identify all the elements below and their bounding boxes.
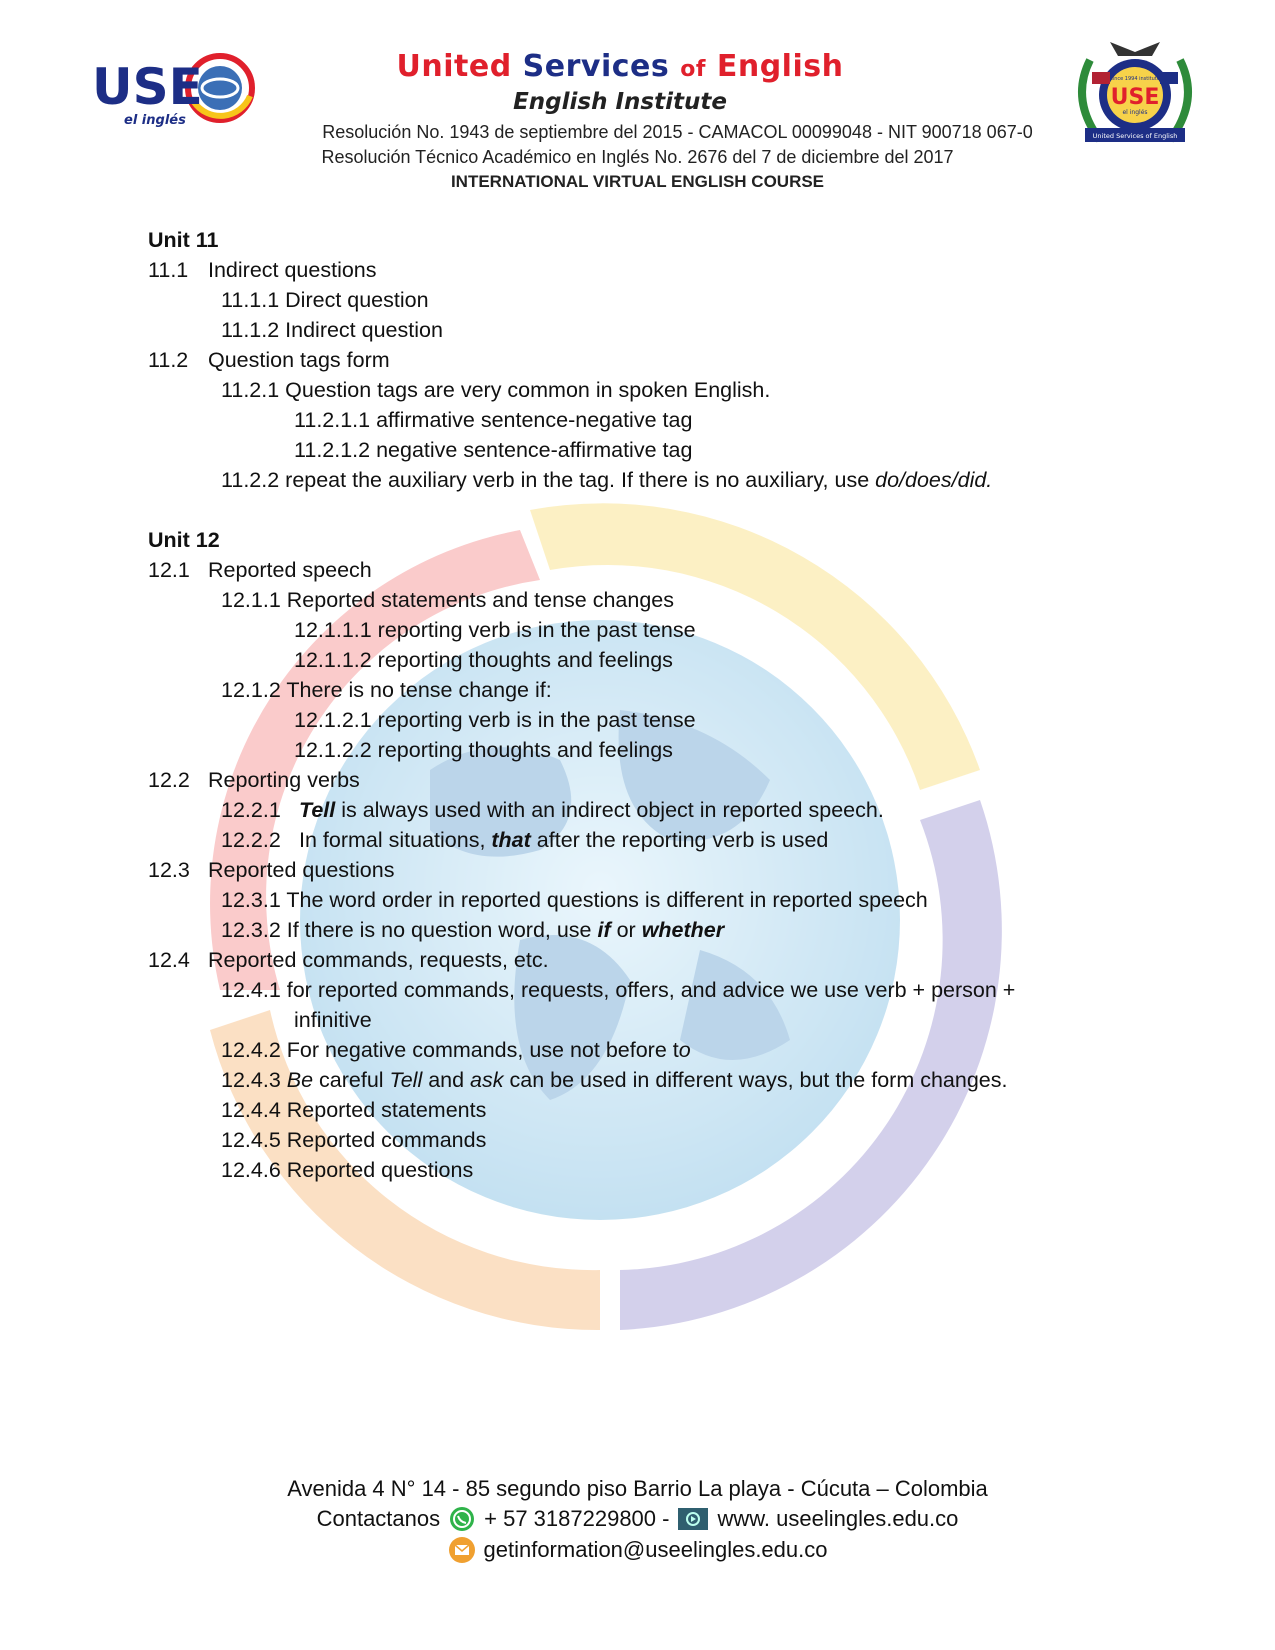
footer-contact <box>0 1505 1275 1533</box>
list-item: 12.3 Reported questions <box>148 858 395 882</box>
unit-11-heading: Unit 11 <box>148 228 219 252</box>
list-item: 12.2 Reporting verbs <box>148 768 360 792</box>
logo-text: USE <box>92 58 203 116</box>
resolution-line-1: Resolución No. 1943 de septiembre del 2015 - CAMACOL 00099048 - NIT 900718 067-0 <box>322 122 1033 142</box>
resolution-line-2: Resolución Técnico Académico en Inglés No. 2676 del 7 de diciembre del 2017 <box>321 147 954 167</box>
list-item: 12.1.1 Reported statements and tense changes <box>221 588 675 612</box>
header-title <box>360 50 880 117</box>
list-item: 12.4.1 for reported commands, requests, offers, and advice we use verb + person + <box>221 978 1016 1002</box>
list-item: 12.1.2.2 reporting thoughts and feelings <box>294 738 673 762</box>
list-item: 12.4.2 For negative commands, use not before to <box>221 1038 691 1062</box>
crest-text: USE <box>1110 85 1160 110</box>
list-item: 11.1.1 Direct question <box>221 288 429 312</box>
website-link[interactable]: www. useelingles.edu.co <box>717 1506 959 1531</box>
list-item: 12.4 Reported commands, requests, etc. <box>148 948 549 972</box>
mail-icon <box>448 1536 476 1564</box>
list-item: 11.1 Indirect questions <box>148 258 377 282</box>
list-item: 12.4.6 Reported questions <box>221 1158 474 1182</box>
list-item: 11.2.1 Question tags are very common in spoken English. <box>221 378 771 402</box>
whatsapp-icon <box>448 1505 476 1533</box>
logo-subtext: el inglés <box>124 113 186 128</box>
list-item-continuation: infinitive <box>294 1008 372 1032</box>
crest-subtext: el inglés <box>1122 109 1148 116</box>
crest-top: since 1994 institute <box>1110 76 1160 82</box>
list-item: 11.2.2 repeat the auxiliary verb in the tag. If there is no auxiliary, use do/does/did. <box>221 468 993 492</box>
list-item: 11.1.2 Indirect question <box>221 318 443 342</box>
list-item: 11.2 Question tags form <box>148 348 390 372</box>
crest-ribbon: United Services of English <box>1092 132 1178 140</box>
list-item: 11.2.1.1 affirmative sentence-negative tag <box>294 408 693 432</box>
institute-subtitle: English Institute <box>513 89 727 115</box>
list-item: 12.3.2 If there is no question word, use if or whether <box>221 918 725 942</box>
email-link[interactable]: getinformation@useelingles.edu.co <box>483 1537 828 1562</box>
list-item: 12.1 Reported speech <box>148 558 372 582</box>
unit-12-heading: Unit 12 <box>148 528 220 552</box>
list-item: 12.3.1 The word order in reported questions is different in reported speech <box>221 888 928 912</box>
list-item: 11.2.1.2 negative sentence-affirmative tag <box>294 438 693 462</box>
list-item: 12.1.1.2 reporting thoughts and feelings <box>294 648 673 672</box>
institute-crest <box>1070 30 1200 155</box>
course-title: INTERNATIONAL VIRTUAL ENGLISH COURSE <box>450 172 825 191</box>
list-item: 12.4.3 Be careful Tell and ask can be used in different ways, but the form changes. <box>221 1068 1008 1092</box>
contact-label: Contactanos <box>316 1506 441 1531</box>
brand-name: United Services of English <box>396 49 844 84</box>
web-icon <box>677 1505 709 1533</box>
list-item: 12.1.2.1 reporting verb is in the past tense <box>294 708 696 732</box>
phone-number[interactable]: + 57 3187229800 - <box>484 1506 670 1531</box>
footer-email <box>0 1536 1275 1564</box>
list-item: 12.4.4 Reported statements <box>221 1098 487 1122</box>
footer-address: Avenida 4 N° 14 - 85 segundo piso Barrio La playa - Cúcuta – Colombia <box>287 1476 988 1501</box>
list-item: 12.1.1.1 reporting verb is in the past tense <box>294 618 696 642</box>
list-item: 12.1.2 There is no tense change if: <box>221 678 552 702</box>
list-item: 12.4.5 Reported commands <box>221 1128 487 1152</box>
list-item: 12.2.2 In formal situations, that after the reporting verb is used <box>221 828 829 852</box>
list-item: 12.2.1 Tell is always used with an indirect object in reported speech. <box>221 798 884 822</box>
